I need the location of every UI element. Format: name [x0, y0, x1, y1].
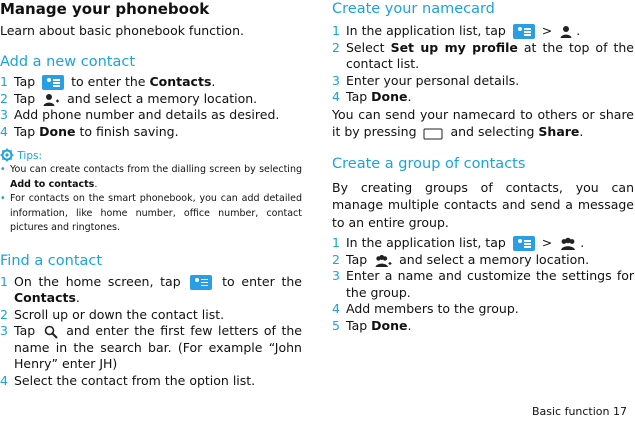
contacts-app-icon: [513, 236, 535, 251]
list-item: 1 In the application list, tap > .: [332, 23, 581, 38]
tips-box: [0, 148, 302, 236]
page-title: Manage your phonebook: [0, 0, 210, 18]
list-item: 3 Add phone number and details as desired.: [0, 107, 280, 122]
page-footer: Basic function 17: [531, 405, 627, 418]
list-item: 2 Scroll up or down the contact list.: [0, 306, 225, 322]
list-item: 3 Enter your personal details.: [332, 72, 520, 88]
menu-key-icon: [423, 128, 443, 140]
group-intro: By creating groups of contacts, you can manage multiple contacts and send a message to an entire group.: [332, 179, 634, 230]
list-item: 2 Select Set up my profile at the top of the contact list.: [332, 39, 634, 71]
list-item: 2 Tap and select a memory location.: [0, 90, 258, 106]
search-icon: [44, 325, 58, 339]
find-contact-heading: Find a contact: [0, 252, 103, 269]
add-contact-heading: Add a new contact: [0, 54, 136, 70]
contacts-app-icon: [513, 24, 535, 39]
tips-list: [0, 163, 302, 236]
namecard-share-text: You can send your namecard to others or share it by pressing and selecting Share.: [332, 106, 634, 139]
list-item: 4 Tap Done.: [332, 89, 412, 104]
add-contact-steps: [0, 74, 302, 140]
page-intro: Learn about basic phonebook function.: [0, 23, 244, 38]
find-contact-steps: [0, 274, 302, 390]
group-steps: [332, 235, 634, 334]
list-item: 1 In the application list, tap > .: [332, 235, 585, 250]
tips-label: Tips:: [17, 150, 43, 162]
namecard-heading: Create your namecard: [332, 1, 495, 17]
list-item: 1 Tap to enter the Contacts.: [0, 74, 216, 89]
contacts-app-icon: [42, 75, 64, 90]
add-contact-icon: [42, 93, 60, 107]
list-item: 5 Tap Done.: [332, 317, 412, 333]
right-column: [332, 0, 634, 334]
tips-gear-icon: [0, 148, 14, 162]
list-item: 3 Enter a name and customize the settings for the group.: [332, 268, 634, 300]
contacts-app-icon: [190, 275, 212, 290]
tip-item: • For contacts on the smart phonebook, you can add detailed information, like home number, office number, contact pictures and ringtones.: [0, 192, 302, 236]
profile-icon: [559, 25, 573, 39]
list-item: 4 Select the contact from the option list.: [0, 372, 256, 388]
left-column: [0, 0, 302, 389]
group-icon: [559, 237, 577, 251]
list-item: 1 On the home screen, tap to enter the Contacts.: [0, 273, 302, 305]
tip-item: • You can create contacts from the dialling screen by selecting Add to contacts.: [0, 163, 302, 192]
add-group-icon: [374, 254, 392, 268]
list-item: 4 Tap Done to finish saving.: [0, 123, 179, 139]
list-item: 4 Add members to the group.: [332, 301, 519, 316]
list-item: 2 Tap and select a memory location.: [332, 251, 590, 267]
list-item: 3 Tap and enter the first few letters of the name in the search bar. (For example “John Henry” enter JH): [0, 323, 302, 371]
namecard-steps: [332, 23, 634, 106]
group-heading: Create a group of contacts: [332, 155, 526, 172]
